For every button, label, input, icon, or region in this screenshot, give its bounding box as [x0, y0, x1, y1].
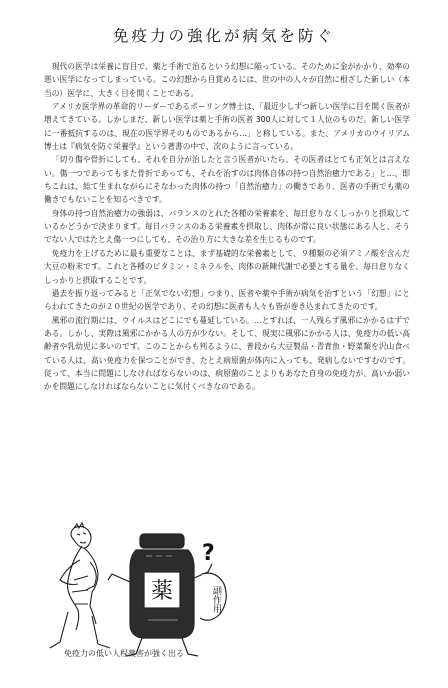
paragraph: 過去を振り返ってみると「正気でない幻想」つまり、医者や薬や手術が病気を治すという「幻想」にとらわれてきたのが２０世紀の医学であり、その幻想に医者も人々も皆が巻き込まれてきたのです。 — [44, 288, 410, 312]
paragraph: 現代の医学は栄養に盲目で、薬と手術で治るという幻想に陥っている。そのために金がかかり、効率の悪い医学になってしまっている。この幻想から目覚めるには、世の中の人々が自然に根ざした新しい（本当の）医学に、大きく目を開くことである。 — [44, 62, 410, 98]
paragraph: 「切り傷や骨折にしても、それを自分が治したと言う医者がいたら、その医者はとても正気とは言えない。傷一つであってもまた骨折であっても、それを治すのは肉体自体の持つ自然治癒力である」と…。即ちこれは、総て生まれながらにそなわった肉体の持つ「自然治癒力」の働きであり、医者の手術でも薬の働きでもないことを知るべきです。 — [44, 155, 410, 205]
paragraph: 風邪の流行期には、ウイルスはどこにでも蔓延している。…とすれば、一人残らず風邪にかかるはずである。しかし、実際は風邪にかかる人の方が少ない。そして、現実に風邪にかかる人は、免疫力の低い高齢者や乳幼児に多いのです。このことからも判るように、普段から大豆製品・青背魚・野菜類を沢山食べている人は、高い免疫力を保つことができ、たとえ病原菌が体内に入っても、発病しないですむのです。従って、本当に問題にしなければならないのは、病原菌のことよりもあなた自身の免疫力が、高いか弱いかを問題にしなければならないことに気付くべきなのである。 — [44, 315, 410, 392]
illustration-caption: 免疫力の低い人程薬害が強く出る — [64, 649, 184, 658]
paragraph: 身体の持つ自然治癒力の強弱は、バランスのとれた各種の栄養素を、毎日怠りなくしっかりと摂取しているかどうかで決まります。毎日バランスのある栄養素を摂取し、肉体が常に良い状態にある人と、そうでない人ではたとえ傷一つにしても、その治り方に大きな差を生じるものです。 — [44, 208, 410, 245]
sick-man-drawing — [50, 523, 110, 648]
paragraph: アメリカ医学界の革命的リーダーであるポーリング博士は、「最近少しずつ新しい医学に目を開く医者が増えてきている。しかしまだ、新しい医学は薬と手術の医者 300人に対して１人位のものだ。新しい医学に一番抵抗するのは、現在の医学界そのものであるから…」と称している。また、アメリカのウイリアム博士は『病気を防ぐ栄養学』という著書の中で、次のように言っている。 — [44, 102, 410, 152]
page-title: 免疫力の強化が病気を防ぐ — [112, 27, 335, 45]
side-effect-label: 副作用 — [211, 586, 221, 613]
article-body — [44, 60, 410, 394]
question-mark: ? — [202, 541, 215, 566]
paragraph: 免疫力を上げるために最も重要なことは、まず基礎的な栄養素として、９種類の必須アミノ酸を含んだ大豆の粉末です。これと各種のビタミン・ミネラルを、肉体の新陳代謝で必要とする量を、毎日怠りなくしっかりと摂取することです。 — [44, 248, 410, 285]
jar-label: 薬 — [150, 579, 174, 604]
